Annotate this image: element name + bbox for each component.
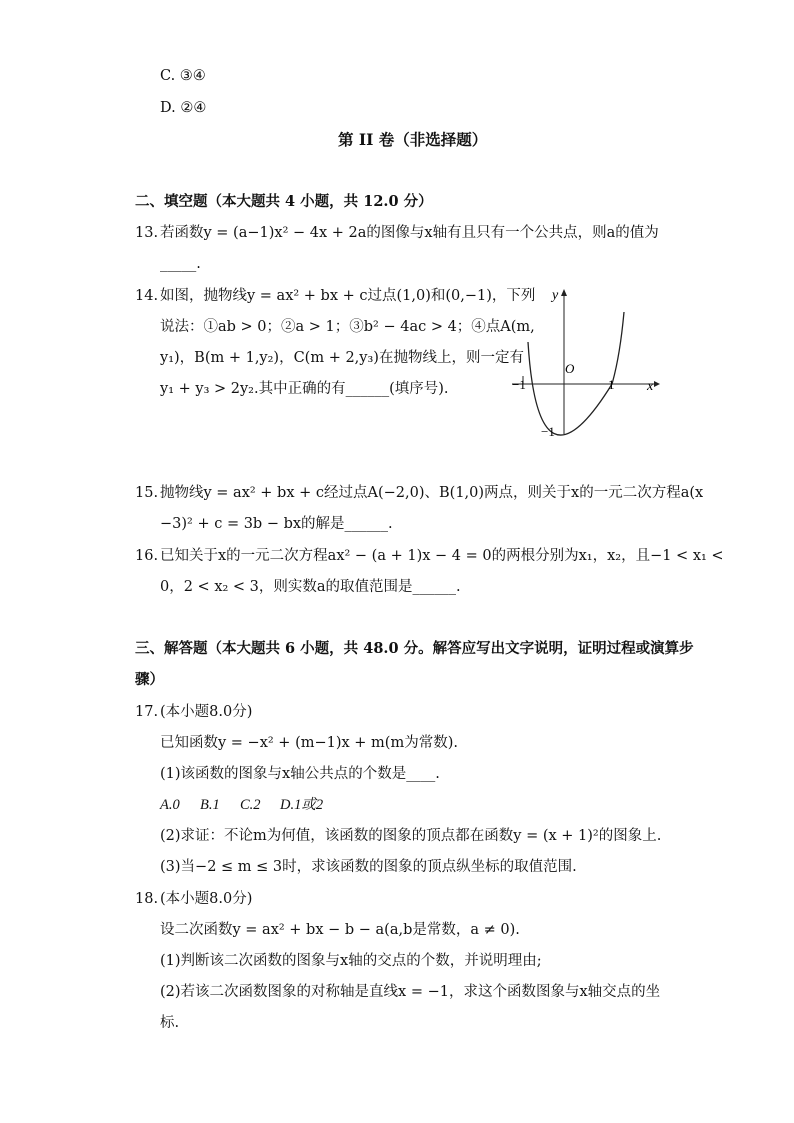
origin-label: O: [565, 361, 575, 376]
q17-choice-a: A.0: [160, 797, 180, 813]
y-axis-label: y: [552, 288, 559, 303]
q16-line2: 0，2 < x₂ < 3，则实数a的取值范围是______.: [160, 579, 461, 595]
option-c: C. ③④: [160, 68, 206, 84]
q14-line4: y₁ + y₃ > 2y₂.其中正确的有______(填序号).: [160, 381, 449, 397]
y-label-neg1: −1: [541, 424, 555, 439]
x-label-1: 1: [608, 377, 615, 392]
q18-stem: 设二次函数y = ax² + bx − b − a(a,b是常数，a ≠ 0).: [160, 922, 520, 938]
q14-line3: y₁)，B(m + 1,y₂)，C(m + 2,y₃)在抛物线上，则一定有: [160, 350, 524, 366]
volume-title: 第 II 卷（非选择题）: [338, 130, 488, 149]
q17-choice-d: D.1或2: [280, 797, 324, 813]
x-axis-arrow: [654, 381, 660, 387]
q13-line1: 若函数y = (a−1)x² − 4x + 2a的图像与x轴有且只有一个公共点，则a的值为: [160, 225, 659, 241]
q17-part2: (2)求证：不论m为何值，该函数的图象的顶点都在函数y = (x + 1)²的图象上.: [160, 828, 662, 844]
option-d: D. ②④: [160, 100, 207, 116]
q18-number: 18.: [135, 891, 159, 907]
q17-stem: 已知函数y = −x² + (m−1)x + m(m为常数).: [160, 735, 458, 751]
section3-header-line2: 骤）: [135, 671, 164, 688]
q14-number: 14.: [135, 288, 159, 304]
q14-line2: 说法：①ab > 0；②a > 1；③b² − 4ac > 4；④点A(m,: [160, 319, 535, 335]
q17-choice-c: C.2: [240, 797, 261, 813]
q17-choice-b: B.1: [200, 797, 220, 813]
q16-number: 16.: [135, 548, 159, 564]
q18-part2-line2: 标.: [160, 1015, 180, 1031]
q18-score: (本小题8.0分): [160, 891, 253, 907]
q17-number: 17.: [135, 704, 159, 720]
x-axis-label: x: [647, 379, 654, 394]
q18-part2-line1: (2)若该二次函数图象的对称轴是直线x = −1，求这个函数图象与x轴交点的坐: [160, 984, 661, 1000]
q17-score: (本小题8.0分): [160, 704, 253, 720]
y-axis-arrow: [561, 289, 567, 296]
q17-part1: (1)该函数的图象与x轴公共点的个数是____.: [160, 766, 440, 782]
q18-part1: (1)判断该二次函数的图象与x轴的交点的个数，并说明理由;: [160, 953, 542, 969]
section3-header-line1: 三、解答题（本大题共 6 小题，共 48.0 分。解答应写出文字说明，证明过程或演算步: [135, 640, 694, 657]
q15-line1: 抛物线y = ax² + bx + c经过点A(−2,0)、B(1,0)两点，则关于x的一元二次方程a(x: [160, 485, 704, 501]
section2-header: 二、填空题（本大题共 4 小题，共 12.0 分）: [135, 193, 433, 210]
q15-line2: −3)² + c = 3b − bx的解是______.: [160, 516, 393, 532]
parabola-graph: [508, 284, 668, 444]
q13-line2: _____.: [160, 256, 201, 272]
q16-line1: 已知关于x的一元二次方程ax² − (a + 1)x − 4 = 0的两根分别为x₁，x₂，且−1 < x₁ <: [160, 548, 724, 564]
q14-line1: 如图，抛物线y = ax² + bx + c过点(1,0)和(0,−1)，下列: [160, 288, 536, 304]
x-label-neg1: −1: [512, 377, 526, 392]
parabola-curve: [528, 312, 624, 435]
q15-number: 15.: [135, 485, 159, 501]
q17-part3: (3)当−2 ≤ m ≤ 3时，求该函数的图象的顶点纵坐标的取值范围.: [160, 859, 577, 875]
q13-number: 13.: [135, 225, 159, 241]
